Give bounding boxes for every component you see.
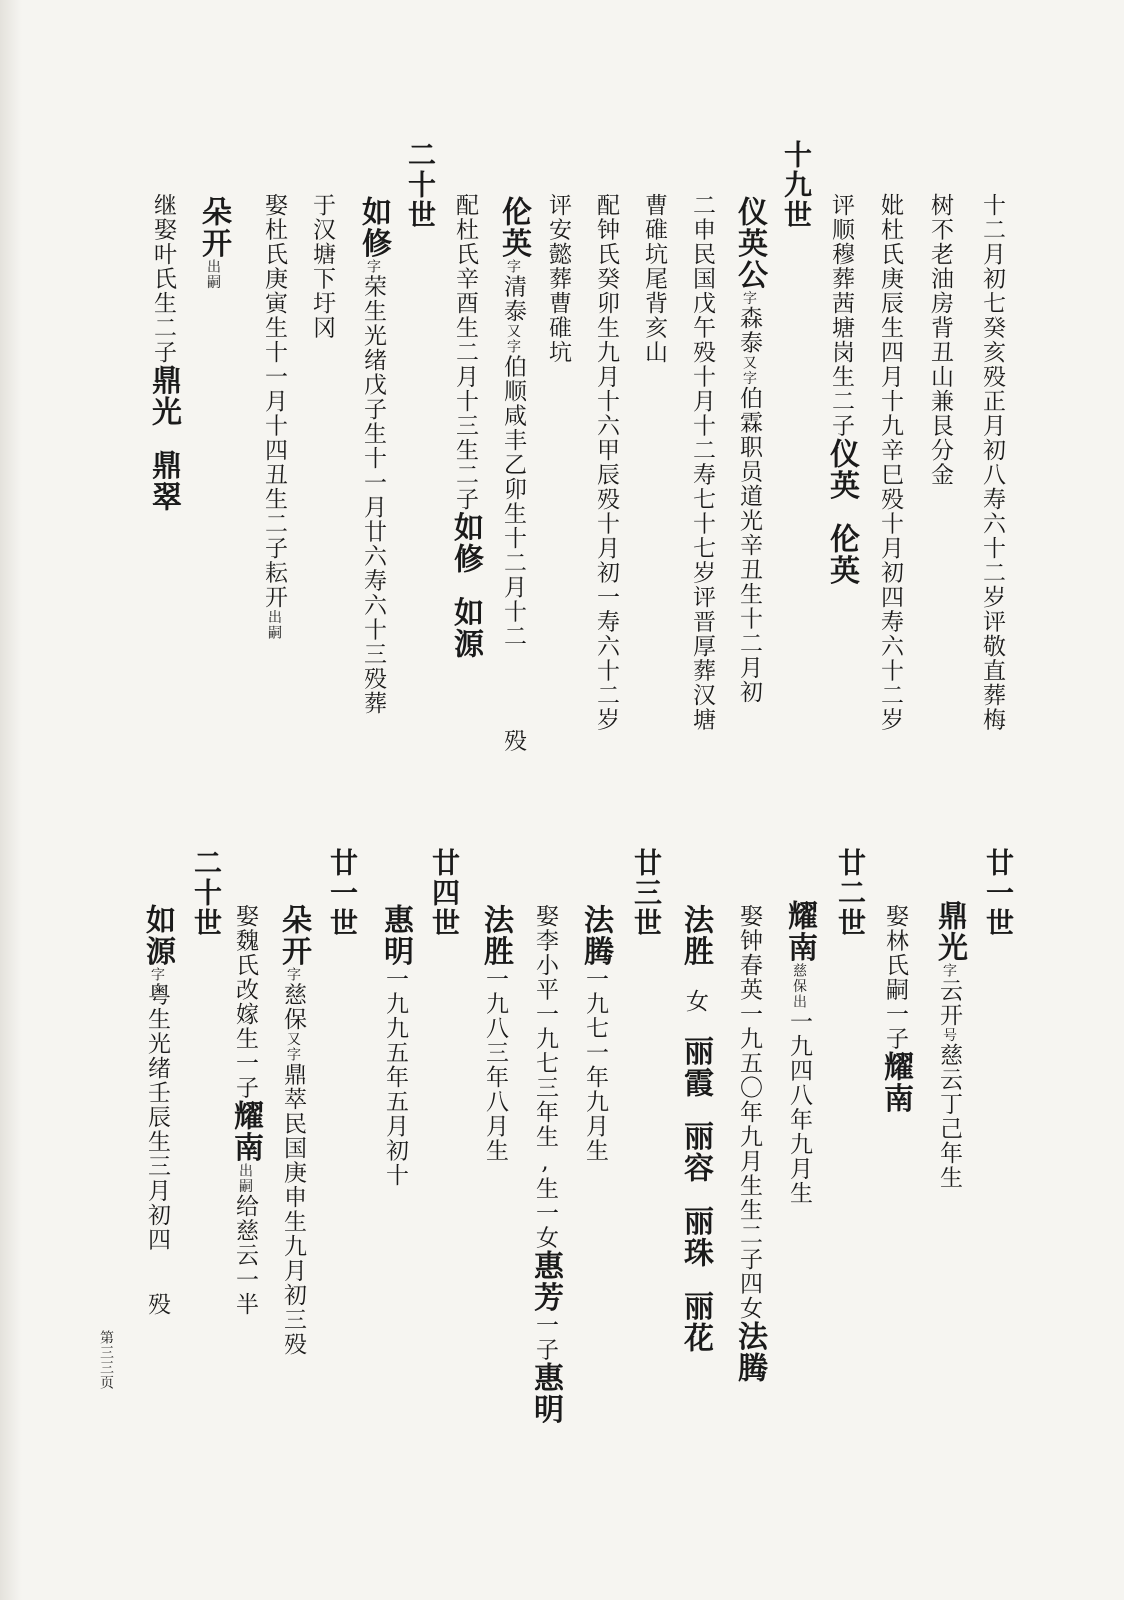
annotation: 字 (149, 967, 165, 983)
text-line: 妣杜氏庚辰生四月十九辛巳殁十月初四寿六十二岁 (877, 193, 903, 732)
page-number: 第三三页 (98, 1330, 114, 1390)
person-name: 耀南 (228, 1100, 263, 1163)
person-name: 法腾 (732, 1320, 767, 1384)
annotation: 又字 (741, 355, 757, 386)
person-name: 朵开 (196, 196, 231, 259)
text-column (578, 904, 613, 1163)
text-column (732, 196, 767, 705)
generation-label: 廿三世 (630, 848, 663, 938)
generation-label: 二十世 (404, 140, 437, 230)
generation-heading (190, 848, 223, 938)
text-line: 粤生光绪壬辰生三月初四 (144, 982, 170, 1252)
person-name: 如源 (140, 904, 175, 967)
text-line: 殁 (144, 1292, 170, 1317)
text-line: 一子 (532, 1313, 558, 1362)
text-column (932, 900, 967, 1190)
text-column (782, 900, 817, 1206)
person-name: 耀南 (782, 900, 817, 963)
text-line: 二申民国戊午殁十月十二寿七十七岁评晋厚葬汉塘 (689, 193, 715, 732)
annotation: 出嗣 (237, 1163, 253, 1194)
annotation: 字 (741, 290, 757, 306)
text-column (528, 904, 563, 1425)
text-column (310, 193, 333, 340)
text-line: 娶钟春英一九五〇年九月生生二子四女 (736, 904, 762, 1321)
text-column (276, 904, 311, 1357)
text-line: 娶魏氏改嫁生一子 (232, 904, 258, 1100)
person-name: 丽容 (678, 1120, 713, 1184)
generation-heading (780, 140, 813, 230)
person-name: 鼎翠 (146, 449, 181, 513)
text-line: 慈保 (280, 982, 306, 1032)
text-line: 荣生光绪戊子生十一月廿六寿六十三殁葬 (360, 274, 386, 716)
text-column (378, 904, 413, 1188)
text-column (878, 193, 901, 732)
generation-label: 廿四世 (428, 848, 461, 938)
text-line: 一九四八年九月生 (786, 1009, 812, 1206)
text-line: 伯顺咸丰乙卯生十二月十二 (500, 354, 526, 649)
text-line: 森泰 (736, 306, 762, 355)
text-line: 一九九五年五月初十 (382, 967, 408, 1188)
annotation: 又字 (285, 1031, 301, 1063)
annotation: 号 (941, 1027, 957, 1043)
text-line: 于汉塘下圩冈 (309, 193, 335, 340)
text-column (546, 193, 569, 365)
text-column (140, 904, 175, 1317)
generation-heading (428, 848, 461, 938)
text-column (980, 193, 1003, 732)
person-name: 仪英公 (732, 196, 767, 291)
person-name: 丽霞 (678, 1035, 713, 1099)
person-name: 法胜 (678, 904, 713, 967)
person-name: 惠芳 (528, 1250, 563, 1313)
text-line: 一九七一年九月生 (582, 967, 608, 1163)
person-name: 惠明 (378, 904, 413, 967)
generation-heading (404, 140, 437, 230)
person-name: 伦英 (496, 196, 531, 259)
generation-heading (326, 848, 359, 938)
annotation: 又字 (505, 323, 521, 355)
text-line: 曹碓坑尾背亥山 (641, 193, 667, 365)
annotation: 字 (941, 963, 957, 979)
person-name: 鼎光 (932, 900, 967, 963)
person-name: 朵开 (276, 904, 311, 967)
text-column (228, 904, 263, 1317)
text-line: 清泰 (500, 274, 526, 324)
generation-heading (982, 848, 1015, 938)
text-line: 树不老油房背丑山兼艮分金 (927, 193, 953, 487)
generation-label: 廿一世 (982, 848, 1015, 938)
text-column (928, 193, 951, 487)
page-edge (0, 0, 22, 1600)
generation-label: 二十世 (190, 848, 223, 938)
generation-label: 廿二世 (834, 848, 867, 938)
generation-heading (834, 848, 867, 938)
text-line: 娶林氏嗣一子 (882, 904, 908, 1051)
person-name: 伦英 (824, 523, 859, 586)
annotation: 慈保出 (791, 963, 807, 1010)
text-line: 给慈云一半 (232, 1194, 258, 1317)
person-name: 丽花 (678, 1290, 713, 1354)
text-column (732, 904, 767, 1384)
text-line: 殁 (500, 728, 526, 753)
text-line: 慈云丁己年生 (936, 1043, 962, 1190)
text-line: 配杜氏辛酉生二月十三生二子 (452, 193, 478, 512)
text-line: 鼎萃民国庚申生九月初三殁 (280, 1062, 306, 1357)
annotation: 字 (285, 967, 301, 983)
person-name: 惠明 (528, 1362, 563, 1425)
text-column (678, 904, 713, 1354)
text-line: 继娶叶氏生二子 (150, 193, 176, 365)
person-name: 丽珠 (678, 1205, 713, 1269)
text-column (642, 193, 665, 365)
annotation: 出嗣 (205, 259, 221, 290)
text-line: 评顺穆葬茜塘岗生二子 (828, 193, 854, 438)
text-column (690, 193, 713, 732)
person-name: 如源 (448, 596, 483, 660)
person-name: 法胜 (478, 904, 513, 967)
text-line: 云开 (936, 978, 962, 1028)
text-line: 配钟氏癸卯生九月十六甲辰殁十月初一寿六十二岁 (593, 193, 619, 732)
text-column (196, 196, 231, 290)
text-line: 伯霖职员道光辛丑生十二月初 (736, 386, 762, 705)
text-column (146, 193, 181, 513)
person-name: 鼎光 (146, 364, 181, 428)
annotation: 字 (505, 259, 521, 275)
generation-label: 十九世 (780, 140, 813, 230)
text-column (356, 196, 391, 716)
generation-heading (630, 848, 663, 938)
text-line: 一九八三年八月生 (482, 967, 508, 1163)
text-column (448, 193, 483, 660)
annotation: 出嗣 (266, 609, 282, 641)
generation-label: 廿一世 (326, 848, 359, 938)
text-column (594, 193, 617, 732)
text-line: 十二月初七癸亥殁正月初八寿六十二岁评敬直葬梅 (979, 193, 1005, 732)
text-line: 评安懿葬曹碓坑 (545, 193, 571, 365)
person-name: 仪英 (824, 438, 859, 501)
text-line: 娶李小平一九七三年生,生一女 (532, 904, 558, 1250)
text-column (262, 193, 285, 641)
text-column (878, 904, 913, 1114)
text-column (496, 196, 531, 753)
person-name: 如修 (448, 511, 483, 575)
annotation: 字 (365, 259, 381, 275)
person-name: 法腾 (578, 904, 613, 967)
text-line: 娶杜氏庚寅生十一月十四丑生二子耘开 (261, 193, 287, 610)
text-column (824, 193, 859, 586)
text-column (478, 904, 513, 1163)
person-name: 如修 (356, 196, 391, 259)
text-line: 女 (682, 989, 708, 1014)
person-name: 耀南 (878, 1051, 913, 1114)
